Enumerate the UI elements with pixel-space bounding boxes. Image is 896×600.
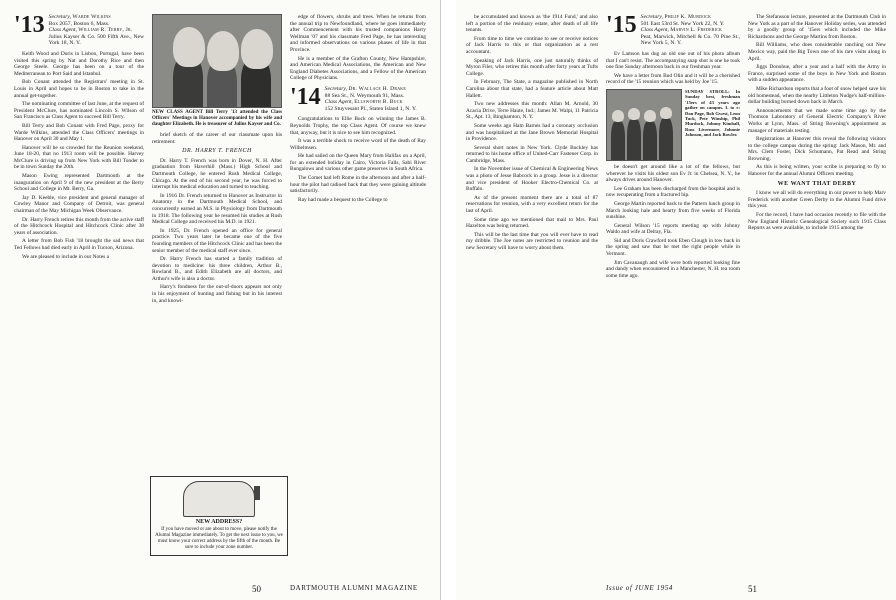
paragraph: Mason Ewing represented Dartmouth at the inauguration on April 9 of the new president at the Berry School and College in Mt. Berry, Ga. [14,173,144,193]
paragraph: It was a terrible shock to receive word of the death of Ray Wilhelmsen. [290,138,426,151]
right-column-2 [606,14,740,574]
right-column-3 [748,14,886,574]
paragraph: The Stefansson lecture, presented at the Dartmouth Club in New York as a part of the Hanover Holiday series, was attended by a goodly group of '15ers which included the Mike Richardsons and the George Martins from Boston. [748,14,886,40]
paragraph: Bob Conant attended the Registrars' meeting in St. Louis in April and hopes to be in Boston to take in the annual get-together. [14,79,144,99]
right-page [456,0,896,600]
paragraph: Jay D. Keeble, vice president and general manager of Cowley Manor and Company of Detroit, was general chairman of the May Michigan Week Observance. [14,194,144,215]
paragraph: This will be the last time that you will ever have to read my dribble. The Joe notes are restricted to reunion and the new Secretary will have to worry about them. [466,231,598,251]
left-page [0,0,441,600]
class-1915-heading: '15 Secretary, Philip K. Murdock 501 East 53rd St. New York 22, N. Y. Class Agent, Marvin L. Frederick Peat, Marwick, Mitchell & Co. 70 Pine St., New York 5, N. Y. [606,14,740,47]
paragraph: In February, The State, a magazine published in North Carolina about that state, had a feature article about Matt Hallett. [466,79,598,99]
paragraph: Jiggs Donohue, after a year and a half with the Army in France, surprised some of the boys in New York and Boston with a sudden appearance. [748,64,886,84]
paragraph: He had sailed on the Queen Mary from Halifax on a April, for an extended holiday in Cairo, Victoria Falls, Sabi River Bungalows and various other game preserves in South Africa. [290,153,426,173]
class-year: '15 [606,14,637,38]
left-column-1 [14,14,144,574]
paragraph: Speaking of Jack Harris, one just naturally thinks of Myron Filer, who retires this month after forty years at Tufts College. [466,57,598,77]
paragraph: Dr. Harry French has started a family tradition of devotion to medicine: his three children, Arthur B., Rowland B., and Edith Elizabeth are all doctors, and Arthur's wife is also a doctor. [152,256,282,282]
paragraph: Mike Richardson reports that a foot of snow helped save his old homestead, when the nearby Littleton Nudge's half-million-dollar building burned down back in March. [748,85,886,106]
page-footer: Issue of JUNE 1954 [606,584,673,592]
paragraph: As this is being written, your scribe is preparing to fly to Hanover for the annual Alumni Officers meeting. [748,164,886,178]
paragraph: Registrations at Hanover this reveal the following visitors to the college campus during the spring: Jack Mason, Mr. and Mrs. Clem Foster, Dick Schumann, Pat Read and String Browning. [748,136,886,162]
paragraph: We have a letter from Bud Olin and it will be a cherished record of the '15 reunion which was held by Joe '15. [606,72,740,86]
paragraph: General Wilson '15 reports meeting up with Johnny Waldo and wife at Delray, Fla. [606,222,740,236]
paragraph: Bill Terry and Bob Conant with Fred Page, proxy for Warde Wilkins, attended the Class Officers' meetings in Hanover on April 30 and May 1. [14,122,144,143]
paragraph: In 1916 Dr. French returned to Hanover as Instructor in Anatomy in the Dartmouth Medical School, and concurrently earned an M.S. in Physiology from Dartmouth in 1918. The following year he resumed his studies at Rush Medical College and received his M.D. in 1921. [152,192,282,226]
paragraph: Congratulations to Ellie Buck on winning the James B. Reynolds Trophy, the top Class Agent. Of course we knew that, anyway, but it is nice to see him recognized. [290,116,426,136]
class-year: '14 [290,83,321,110]
sunday-stroll-photo [606,89,682,161]
right-column-1 [466,14,598,574]
paragraph: Some time ago we mentioned that mail to Mrs. Paul Hazelton was being returned. [466,216,598,230]
paragraph: edge of flowers, shrubs and trees. When he returns from the annual trip to Newfoundland, where he goes immediately after Commencement with his trusted companions Harry Wellman '07 and his classmate Fred Page, he has interesting and informed observations on various phases of life in that Province. [290,14,426,53]
paragraph: Keith Wood and Doris in Lisbon, Portugal, have been visited this spring by Nat and Dorothy Rice and then George Steele. George has been on a tour of the Mediterranean to Port Said and Istanbul. [14,50,144,77]
class-1914-heading: '14 Secretary, Dr. Wallace H. Drake 88 Sea St., N. Weymouth 91, Mass. Class Agent, Ellsworth B. Buck 152 Stuyvesant Pl., Staten Island 1, N. Y. [290,83,417,112]
paragraph: The nominating committee of last June, at the request of President McClure, has nominated Lincoln S. Wilson of San Francisco as Class Agent to succeed Bill Terry. [14,101,144,121]
paragraph: Some weeks ago Ham Barnes had a coronary occlusion and was hospitalized at the Jane Brown Memorial Hospital in Providence. [466,122,598,143]
paragraph: George Martin reported back to the Pattern lunch group in March looking hale and hearty from five weeks of Florida sunshine. [606,200,740,221]
paragraph: Lee Graham has been discharged from the hospital and is now recuperating from a fractured hip. [606,185,740,199]
paragraph: Bill Williams, who does considerable ranching out New Mexico way, paid the Big Town one of his rare visits along in April. [748,42,886,62]
page-number: 51 [748,584,757,594]
paragraph: Harry's fondness for the out-of-doors appears not only in his enjoyment of hunting and fishing but in his interest in, and knowl- [152,284,282,304]
paragraph: Ray had made a bequest to the College to [298,196,388,203]
paragraph: A letter from Bob Fish '18 brought the sad news that Ted Fellows had died early in April in Tucson, Arizona. [14,238,144,251]
paragraph: Ev Lamson has dug an old one out of his photo album that I can't resist. The accompanying snap shot is one he took one fine Sunday afternoon back in our freshman year. [606,50,740,71]
class-year: '13 [14,14,45,38]
left-column-3 [290,14,426,574]
paragraph: We are pleased to include in our Notes a [22,253,109,260]
paragraph: For the record, I have had occasion recently to file with the New England Historic Genealogical Society such 1915 Class Reports as were available, to include 1915 among the [748,212,886,232]
notice-body: If you have moved or are about to move, please notify the Alumni Magazine immediately. To get the next issue to you, we must know your correct address by the fifth of the month. Be sure to include your zone number. [155,527,283,550]
subheading: WE WANT THAT DERBY [777,180,857,187]
paragraph: Two new addresses this month: Allan M. Arnold, 30 Acacia Drive, Terre Haute, Ind.; James M. Walpi, 11 Patricia St., Apt. 13, Binghamton, N. Y. [466,101,598,121]
photo-caption: SUNDAY STROLL: In Sunday best, freshman '15ers of 43 years ago gather on campus. L to r: Don Page, Bob Gwest, Leon Tuck, Pete Winship, Phil Murdock, Johnny Kimball, Russ Livermore, Johnnie Johnson, and Jack Bowler. [685,88,740,138]
paragraph: In 1925, Dr. French opened an office for general practice. Two years later he became one of the five founding members of the Hitchcock Clinic and has been the senior member of the medical staff ever since. [152,227,282,254]
paragraph: be doesn't get around like a lot of the fellows, but wherever he visits his oldest son Ev Jr. in Chelsea, N. Y., he always drives around Hanover. [606,163,740,184]
paragraph: Several short notes in New York. Clyde Buckley has returned to his home office of United-Carr Fastener Corp. in Cambridge, Mass. [466,144,598,164]
notice-title: NEW ADDRESS? [195,519,243,525]
paragraph: He is a member of the Grafton County, New Hampshire, and American Medical Associations, the American and New England Diabetes Associations, and a Fellow of the American College of Physicians. [290,55,426,82]
paragraph: brief sketch of the career of our classmate upon his retirement: [152,132,282,145]
paragraph: I know we all will do everything in our power to help Marv Frederick with another Green Derby in the Alumni Fund drive this year. [748,190,886,210]
paragraph: Jim Cavanaugh and wife were both reported looking fine and dandy when encountered in a Manchester, N. H. tea room some time ago. [606,259,740,279]
new-address-notice [150,476,288,556]
paragraph: From time to time we continue to see or receive notices of Jack Harris to this or that organization as a rest accountant. [466,35,598,55]
paragraph: Announcements that we made some time ago by the Thomson Laboratory of General Electric Company's River Works at Lynn, Mass. of String Bowning's appointment as manager of materials testing. [748,107,886,134]
class-agent-photo [152,14,282,108]
paragraph: Hanover will be so crowded for the Reunion weekend, June 18-20, that no 1913 room will be possible. Harvey McClure is driving up from New York with Bill Tonder to be in town Sunday the 20th. [14,144,144,171]
photo-caption: NEW CLASS AGENT Bill Terry '13 attended the Class Officers' Meetings in Hanover accompanied by his wife and daughter Elizabeth. He is treasurer of Julius Kayser and Co. [152,110,282,127]
paragraph: As of the present moment there are a total of 87 reservations for reunion, with a very excellent return for the last of April. [466,194,598,215]
paragraph: Dr. Harry T. French was born in Dover, N. H. After graduation from Haverhill (Mass.) High School and Dartmouth College, he entered Rush Medical College, Chicago. At the end of his second year, he was forced to interrupt his medical education and turned to teaching. [152,157,282,191]
paragraph: Dr. Harry French retires this month from the active staff of the Hitchcock Hospital and Hitchcock Clinic after 38 years of association. [14,216,144,236]
paragraph: The Comet had left Rome in the afternoon and after a half-hour the pilot had radioed back that they were gaining altitude satisfactorily. [290,175,426,195]
mailbox-icon [183,481,255,517]
page-footer: DARTMOUTH ALUMNI MAGAZINE [290,584,418,592]
class-1913-heading: '13 Secretary, Warde Wilkins Box 2057, Boston 6, Mass. Class Agent, William R. Terry, Jr. Julius Kayser & Co. 500 Fifth Ave., New York 18, N. Y. [14,14,144,47]
subheading: DR. HARRY T. FRENCH [182,148,252,155]
paragraph: In the November issue of Chemical & Engineering News was a photo of Jesse Babcock in a group. Jesse is a director and vice president of Hooker Electro-Chemical Co. at Buffalo. [466,166,598,193]
paragraph: Sid and Doris Crawford took Eben Clough in tow back in the spring and saw that he met the right people while in Vermont. [606,237,740,258]
page-number: 50 [252,584,261,594]
paragraph: be accumulated and known as 'the 1914 Fund,' and also left a portion of the residuary estate, after death of all life tenants. [466,14,598,34]
